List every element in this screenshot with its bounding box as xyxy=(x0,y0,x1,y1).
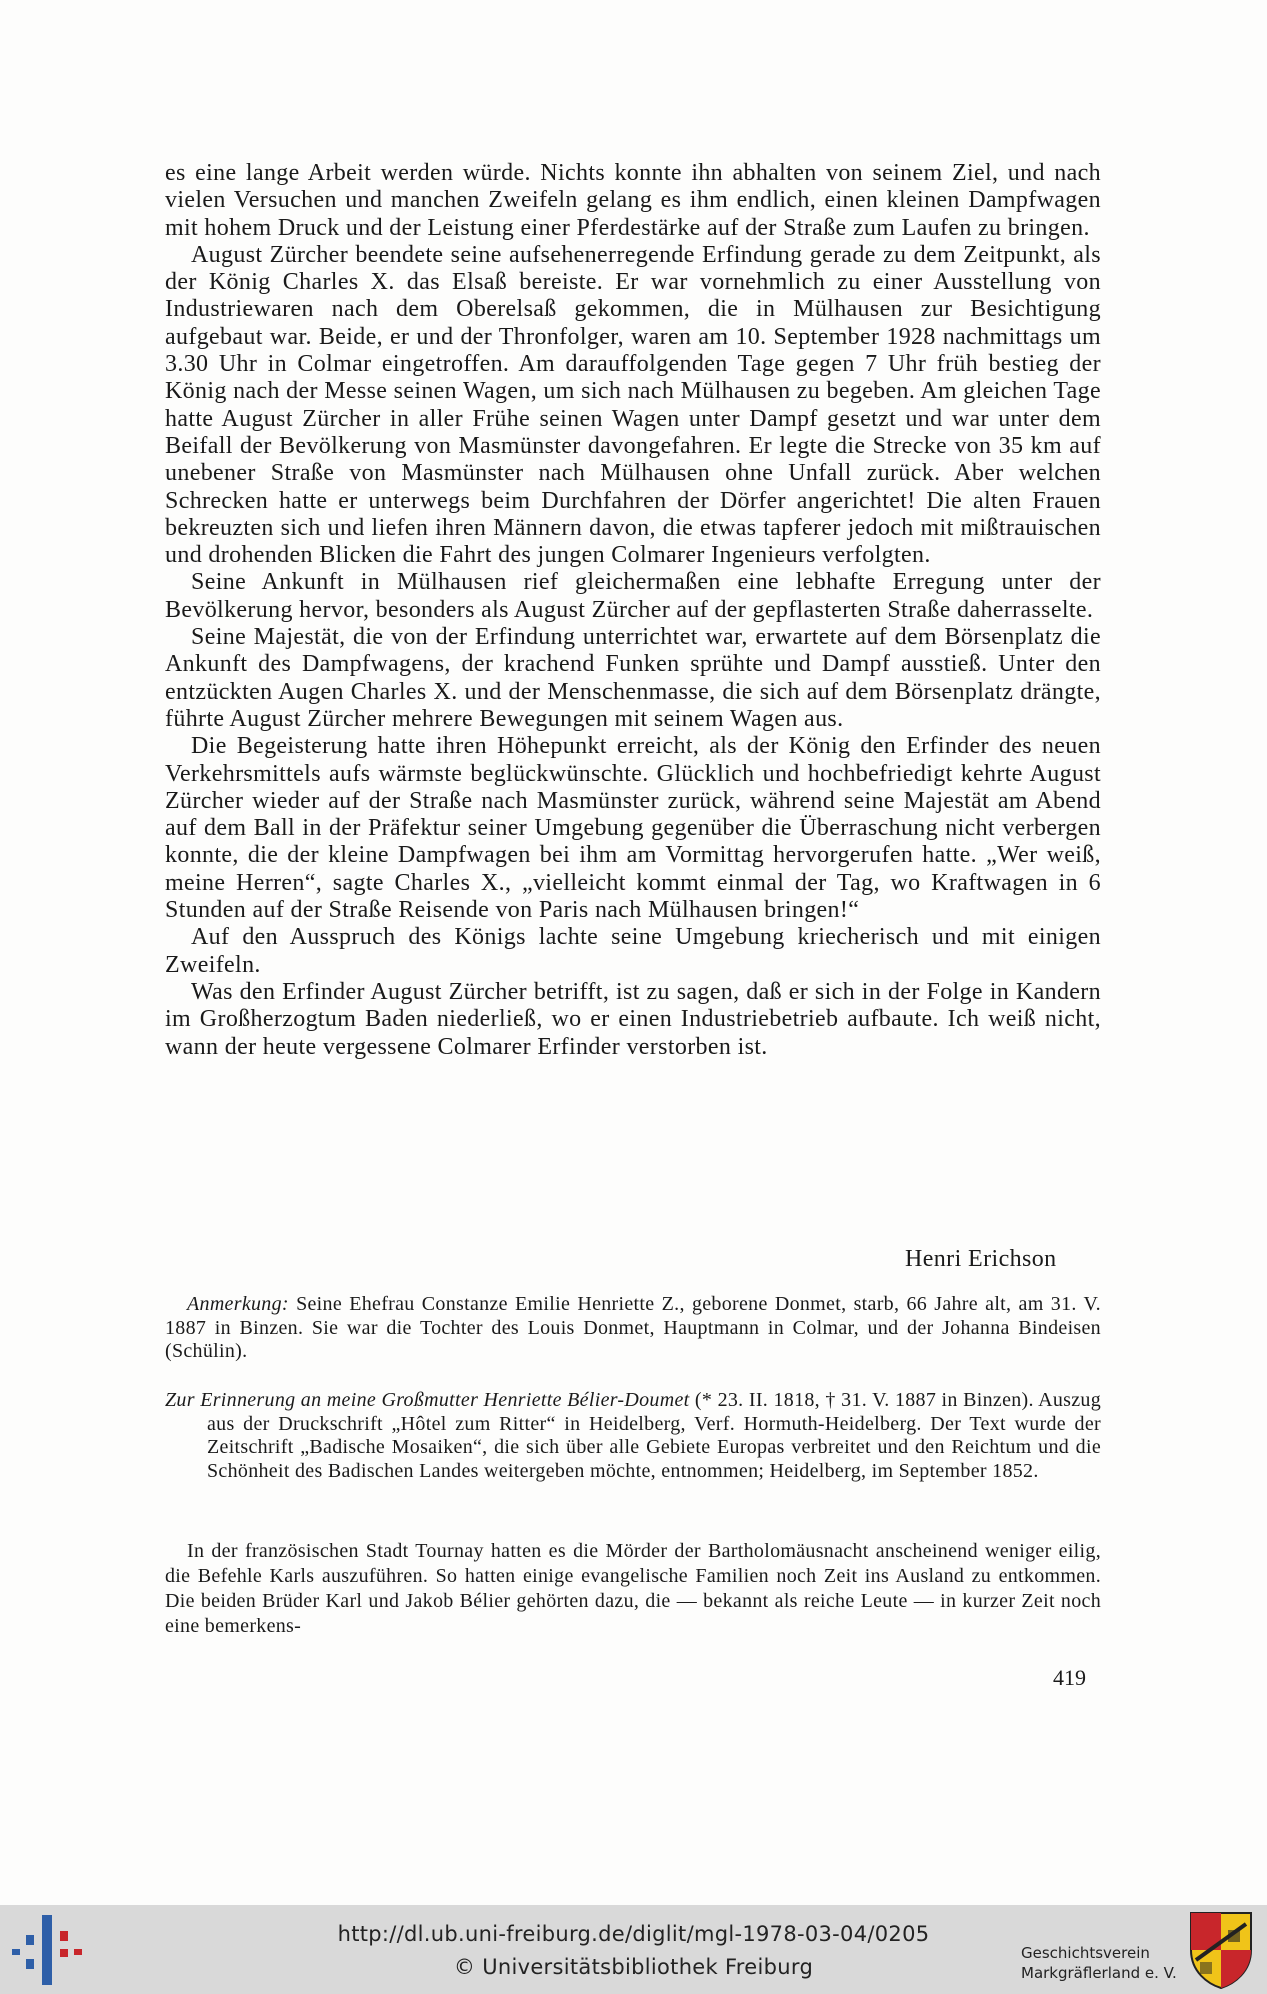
note-label: Anmerkung: xyxy=(187,1293,289,1315)
paragraph: In der französischen Stadt Tournay hatten es die Mörder der Bartholomäusnacht anscheinend weniger eilig, die Befehle Karls auszuführen. So hatten einige evangelische Familien noch Zeit ins Ausland zu entkommen. Die beiden Brüder Karl und Jakob Bélier gehörten dazu, die — bekannt als reiche Leute — in kurzer Zeit noch eine bemerkens- xyxy=(165,1540,1101,1637)
paragraph: Was den Erfinder August Zürcher betrifft, ist zu sagen, daß er sich in der Folge in Kandern im Großherzogtum Baden niederließ, wo er einen Industriebetrieb aufbaute. Ich weiß nicht, wann der heute vergessene Colmarer Erfinder verstorben ist. xyxy=(165,978,1101,1060)
paragraph: Seine Ankunft in Mülhausen rief gleichermaßen eine lebhafte Erregung unter der Bevölkerung hervor, besonders als August Zürcher auf der gepflasterten Straße daherrasselte. xyxy=(165,569,1101,623)
memorial-note xyxy=(165,1389,1101,1483)
article-body xyxy=(165,160,1101,1061)
coat-of-arms-icon xyxy=(1188,1910,1254,1990)
society-line-2: Markgräflerland e. V. xyxy=(1021,1964,1177,1982)
annotation-note xyxy=(165,1293,1101,1364)
society-line-1: Geschichtsverein xyxy=(1021,1944,1150,1962)
paragraph: August Zürcher beendete seine aufsehenerregende Erfindung gerade zu dem Zeitpunkt, als der König Charles X. das Elsaß bereiste. Er war vornehmlich zu einer Ausstellung von Industriewaren nach dem Oberelsaß gekommen, die in Mülhausen zur Besichtigung aufgebaut war. Beide, er und der Thronfolger, waren am 10. September 1928 nachmittags um 3.30 Uhr in Colmar eingetroffen. Am darauffolgenden Tage gegen 7 Uhr früh bestieg der König nach der Messe seinen Wagen, um sich nach Mülhausen zu begeben. Am gleichen Tage hatte August Zürcher in aller Frühe seinen Wagen unter Dampf gesetzt und war unter dem Beifall der Bevölkerung von Masmünster davongefahren. Er legte die Strecke von 35 km auf unebener Straße von Masmünster nach Mülhausen ohne Unfall zurück. Aber welchen Schrecken hatte er unterwegs beim Durchfahren der Dörfer angerichtet! Die alten Frauen bekreuzten sich und liefen ihren Männern davon, die etwas tapferer jedoch mit mißtrauischen und drohenden Blicken die Fahrt des jungen Colmarer Ingenieurs verfolgten. xyxy=(165,241,1102,569)
author-signature: Henri Erichson xyxy=(905,1246,1057,1272)
paragraph: Auf den Ausspruch des Königs lachte seine Umgebung kriecherisch und mit einigen Zweifeln. xyxy=(165,924,1101,978)
note-text: Seine Ehefrau Constanze Emilie Henriette Z., geborene Donmet, starb, 66 Jahre alt, am 31. V. 1887 in Binzen. Sie war die Tochter des Louis Donmet, Hauptmann in Colmar, und der Johanna Bindeisen (Schülin). xyxy=(165,1293,1101,1363)
page-number: 419 xyxy=(1053,1665,1086,1690)
paragraph: Die Begeisterung hatte ihren Höhepunkt erreicht, als der König den Erfinder des neuen Verkehrsmittels aufs wärmste beglückwünschte. Glücklich und hochbefriedigt kehrte August Zürcher wieder auf der Straße nach Masmünster zurück, während seine Majestät am Abend auf dem Ball in der Präfektur seiner Umgebung gegenüber die Überraschung nicht verbergen konnte, die der kleine Dampfwagen bei ihm am Vormittag hervorgerufen hatte. „Wer weiß, meine Herren“, sagte Charles X., „vielleicht kommt einmal der Tag, wo Kraftwagen in 6 Stunden auf der Straße Reisende von Paris nach Mülhausen bringen!“ xyxy=(165,733,1101,924)
memorial-title: Zur Erinnerung an meine Großmutter Henriette Bélier-Doumet xyxy=(165,1389,690,1411)
paragraph: Seine Majestät, die von der Erfindung unterrichtet war, erwartete auf dem Börsenplatz die Ankunft des Dampfwagens, der krachend Funken sprühte und Dampf ausstieß. Unter den entzückten Augen Charles X. und der Menschenmasse, die sich auf dem Börsenplatz drängte, führte August Zürcher mehrere Bewegungen mit seinem Wagen aus. xyxy=(165,624,1101,732)
memorial-text: (* 23. II. 1818, † 31. V. 1887 in Binzen). Auszug aus der Druckschrift „Hôtel zum Ritter“ in Heidelberg, Verf. Hormuth-Heidelberg. Der Text wurde der Zeitschrift „Badische Mosaiken“, die sich über alle Gebiete Europas verbreitet und den Reichtum und die Schönheit des Badischen Landes weitergeben möchte, entnommen; Heidelberg, im September 1852. xyxy=(207,1389,1101,1482)
permalink-url[interactable]: http://dl.ub.uni-freiburg.de/diglit/mgl-1978-03-04/0205 xyxy=(337,1922,930,1946)
copyright-text: © Universitätsbibliothek Freiburg xyxy=(453,1955,814,1979)
footer-bar xyxy=(0,1905,1267,1994)
continued-text xyxy=(165,1539,1101,1639)
society-name xyxy=(1021,1943,1181,1983)
paragraph: es eine lange Arbeit werden würde. Nichts konnte ihn abhalten von seinem Ziel, und nach vielen Versuchen und manchen Zweifeln gelang es ihm endlich, einen kleinen Dampfwagen mit hohem Druck und der Leistung einer Pferdestärke auf der Straße zum Laufen zu bringen. xyxy=(165,160,1101,241)
